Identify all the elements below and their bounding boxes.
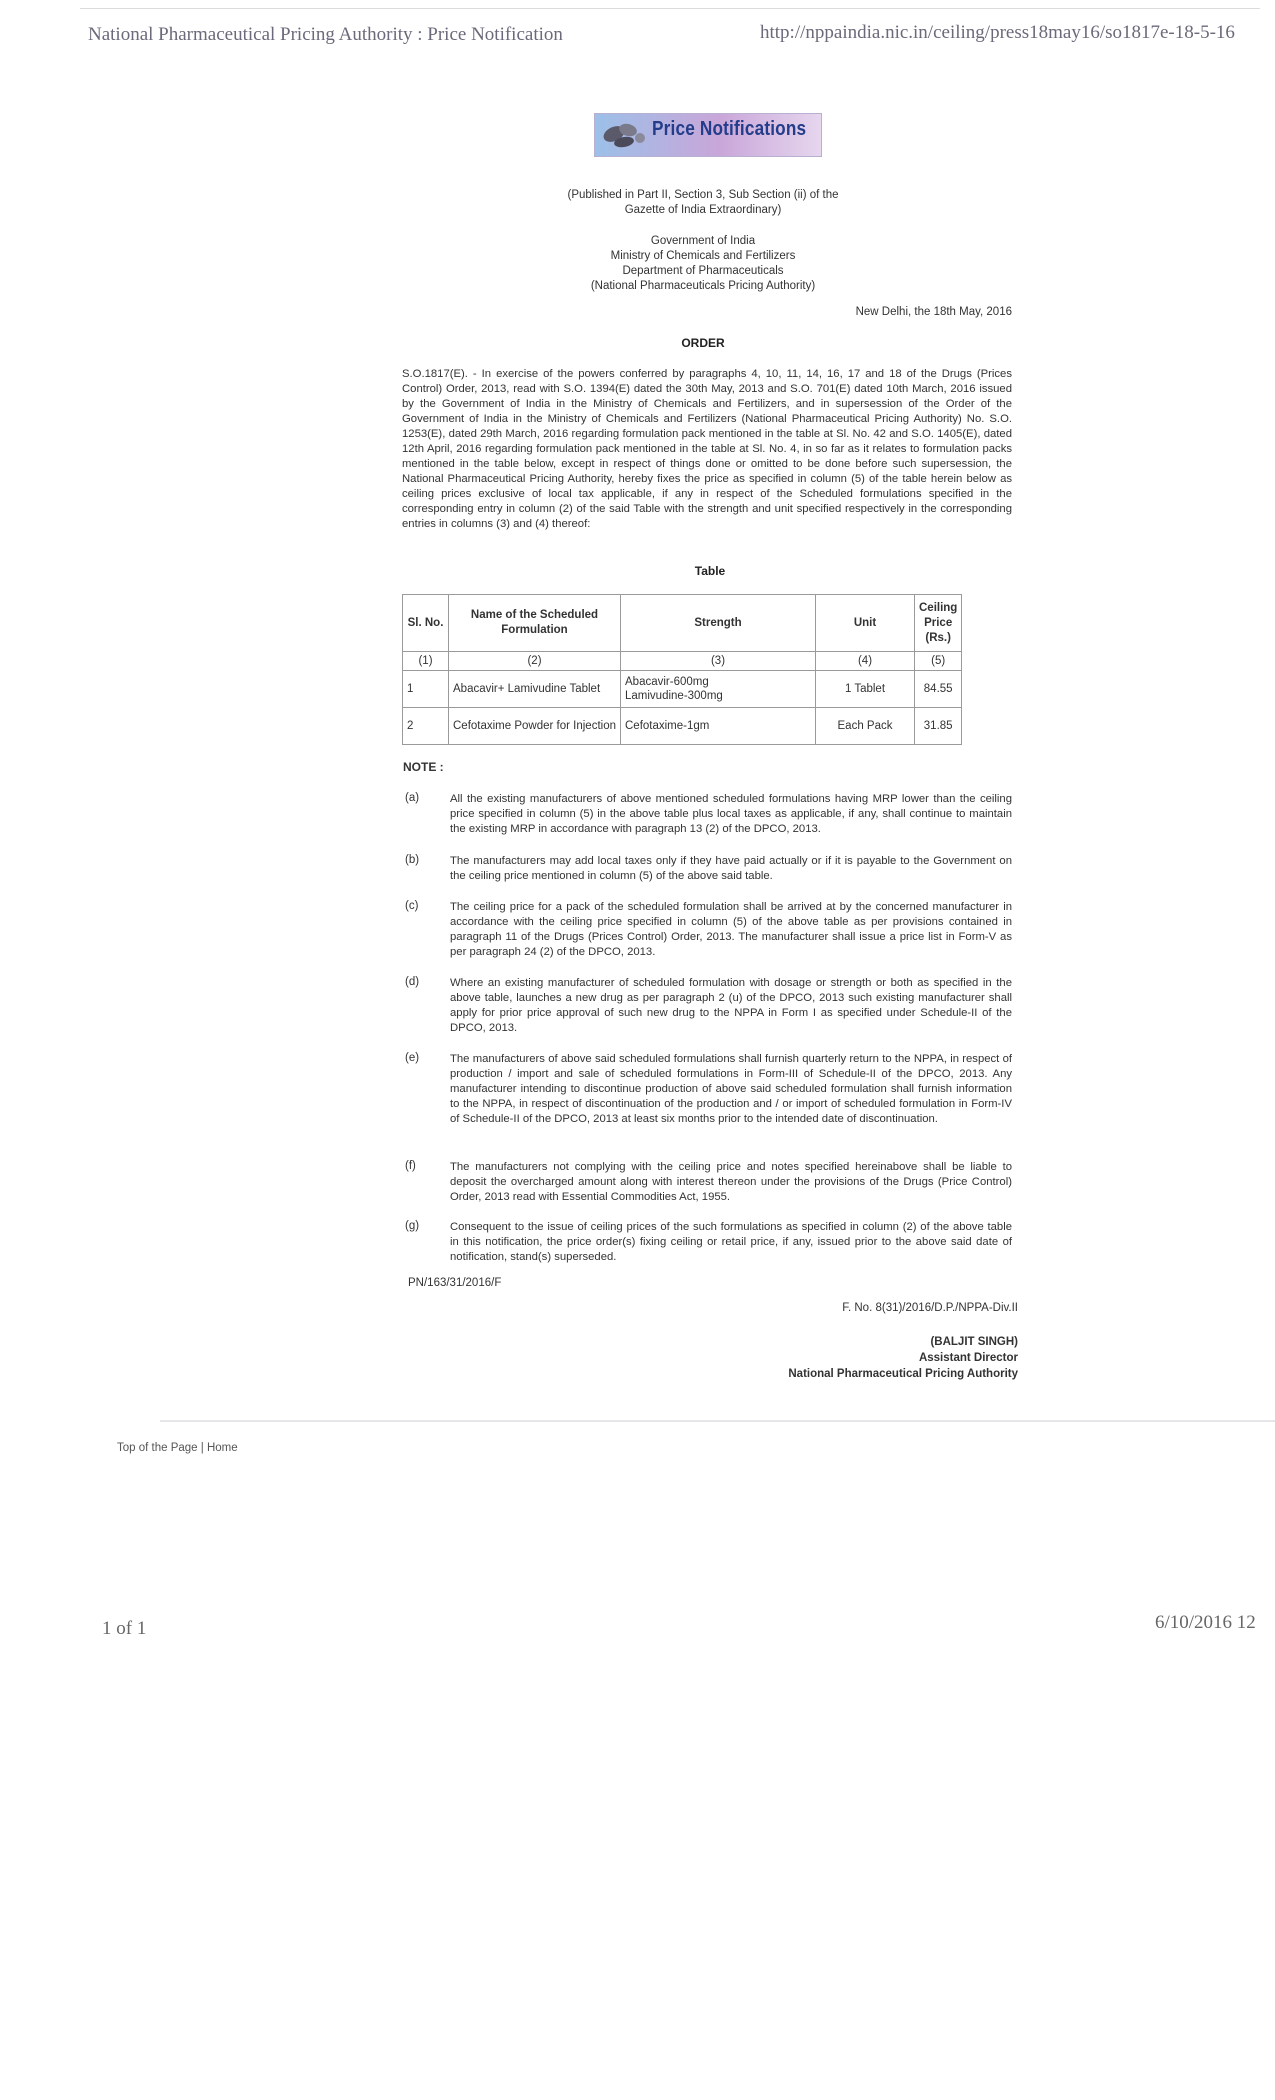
note-letter: (e) [405,1052,420,1064]
cell-unit: 1 Tablet [816,671,915,708]
pn-reference: PN/163/31/2016/F [408,1277,502,1289]
pills-icon [598,118,654,152]
note-text: Where an existing manufacturer of scheduled formulation with dosage or strength or both as specified in the above table, launches a new drug as per paragraph 2 (u) of the DPCO, 2013 such existing manufacturer shall apply for prior price approval of such new drug to the NPPA in Form I as specified under Schedule-II of the DPCO, 2013. [450,977,1012,1034]
footer-links [117,1442,238,1454]
note-text: All the existing manufacturers of above mentioned scheduled formulations having MRP lower than the ceiling price specified in column (5) in the above table plus local taxes as applicable, if any, shall continue to maintain the existing MRP in accordance with paragraph 13 (2) of the DPCO, 2013. [450,793,1012,835]
column-number: (5) [915,652,962,671]
cell-formulation: Cefotaxime Powder for Injection [449,708,621,745]
table-row [403,708,962,745]
link-separator: | [200,1442,204,1454]
issuer-line-1: Government of India [650,235,756,247]
note-text: Consequent to the issue of ceiling prices of the such formulations as specified in column (2) of the above table in this notification, the price order(s) fixing ceiling or retail price, if any, issued prior to the above said date of notification, stand(s) superseded. [450,1221,1012,1263]
file-reference: F. No. 8(31)/2016/D.P./NPPA-Div.II [842,1302,1018,1314]
header-ceiling-price: Ceiling Price (Rs.) [915,595,962,652]
note-letter: (g) [405,1220,420,1232]
issuer-line-4: (National Pharmaceuticals Pricing Authority) [590,280,816,292]
strength-line: Abacavir-600mg [625,676,709,688]
table-column-number-row [403,652,962,671]
column-number: (4) [816,652,915,671]
note-letter: (f) [405,1160,416,1172]
strength-line: Cefotaxime-1gm [625,720,710,732]
note-letter: (c) [405,900,419,912]
column-number: (1) [403,652,449,671]
cell-unit: Each Pack [816,708,915,745]
cell-strength [621,671,816,708]
table-row [403,671,962,708]
cell-ceiling-price: 31.85 [915,708,962,745]
header-formulation: Name of the Scheduled Formulation [449,595,621,652]
note-heading: NOTE : [403,760,444,774]
issuer-line-2: Ministry of Chemicals and Fertilizers [610,250,796,262]
column-number: (3) [621,652,816,671]
header-strength: Strength [621,595,816,652]
issuer-block [450,234,956,294]
header-sl-no: Sl. No. [403,595,449,652]
issuer-line-3: Department of Pharmaceuticals [622,265,784,277]
header-rule [80,8,1260,9]
order-heading: ORDER [681,336,725,350]
print-page-count: 1 of 1 [102,1618,147,1639]
publication-note [450,188,956,218]
signatory-designation: Assistant Director [918,1352,1018,1364]
cell-sl-no: 1 [403,671,449,708]
signatory-organisation: National Pharmaceutical Pricing Authority [788,1368,1018,1380]
note-letter: (b) [405,854,420,866]
header-unit: Unit [816,595,915,652]
home-link[interactable]: Home [206,1442,238,1454]
top-of-page-link[interactable]: Top of the Page [117,1442,198,1454]
column-number: (2) [449,652,621,671]
table-header-row [403,595,962,652]
ceiling-price-table [402,594,962,745]
cell-ceiling-price: 84.55 [915,671,962,708]
banner-title: Price Notifications [652,118,807,140]
publication-line-1: (Published in Part II, Section 3, Sub Section (ii) of the [567,189,839,201]
note-letter: (d) [405,976,420,988]
cell-sl-no: 2 [403,708,449,745]
order-paragraph: S.O.1817(E). - In exercise of the powers conferred by paragraphs 4, 10, 11, 14, 16, 17 and 18 of the Drugs (Prices Control) Order, 2013, read with S.O. 1394(E) dated the 30th May, 2013 and S.O. 701(E) dated 10th March, 2016 issued by the Government of India in the Ministry of Chemicals and Fertilizers, and in supersession of the Order of the Government of India in the Ministry of Chemicals and Fertilizers (National Pharmaceutical Pricing Authority) No. S.O. 1253(E), dated 29th March, 2016 regarding formulation pack mentioned in the table at Sl. No. 42 and S.O. 1405(E), dated 12th April, 2016 regarding formulation pack mentioned in the table at Sl. No. 4, in so far as it relates to formulation packs mentioned in the table below, except in respect of things done or omitted to be done before such supersession, the National Pharmaceutical Pricing Authority, hereby fixes the price as specified in column (5) of the table herein below as ceiling prices exclusive of local tax applicable, if any in respect of the Scheduled formulations specified in the corresponding entry in column (2) of the said Table with the strength and unit specified respectively in the corresponding entries in columns (3) and (4) thereof: [402,368,1012,530]
note-text: The manufacturers not complying with the ceiling price and notes specified hereinabove shall be liable to deposit the overcharged amount along with interest thereon under the provisions of the Drugs (Price Control) Order, 2013 read with Essential Commodities Act, 1955. [450,1161,1012,1203]
table-caption: Table [694,564,726,578]
print-header-url: http://nppaindia.nic.in/ceiling/press18may16/so1817e-18-5-16 [760,22,1235,43]
note-letter: (a) [405,792,420,804]
print-header-title: National Pharmaceutical Pricing Authority : Price Notification [88,24,563,45]
note-text: The ceiling price for a pack of the scheduled formulation shall be arrived at by the concerned manufacturer in accordance with the ceiling price specified in column (5) of the above table as per provisions contained in paragraph 11 of the Drugs (Prices Control) Order, 2013. The manufacturer shall issue a price list in Form-V as per paragraph 24 (2) of the DPCO, 2013. [450,901,1012,958]
print-timestamp: 6/10/2016 12 [1155,1612,1256,1633]
page-divider [160,1420,1275,1422]
cell-strength [621,708,816,745]
order-date: New Delhi, the 18th May, 2016 [855,306,1012,318]
cell-formulation: Abacavir+ Lamivudine Tablet [449,671,621,708]
note-text: The manufacturers may add local taxes only if they have paid actually or if it is payable to the Government on the ceiling price mentioned in column (5) of the above said table. [450,855,1012,882]
signatory-name: (BALJIT SINGH) [930,1336,1018,1348]
note-text: The manufacturers of above said scheduled formulations shall furnish quarterly return to the NPPA, in respect of production / import and sale of scheduled formulations in Form-III of Schedule-II of the DPCO, 2013. Any manufacturer intending to discontinue production of above said scheduled formulation shall furnish information to the NPPA, in respect of discontinuation of the production and / or import of scheduled formulation in Form-IV of Schedule-II of the DPCO, 2013 at least six months prior to the intended date of discontinuation. [450,1053,1012,1125]
strength-line: Lamivudine-300mg [625,690,723,702]
publication-line-2: Gazette of India Extraordinary) [624,204,782,216]
